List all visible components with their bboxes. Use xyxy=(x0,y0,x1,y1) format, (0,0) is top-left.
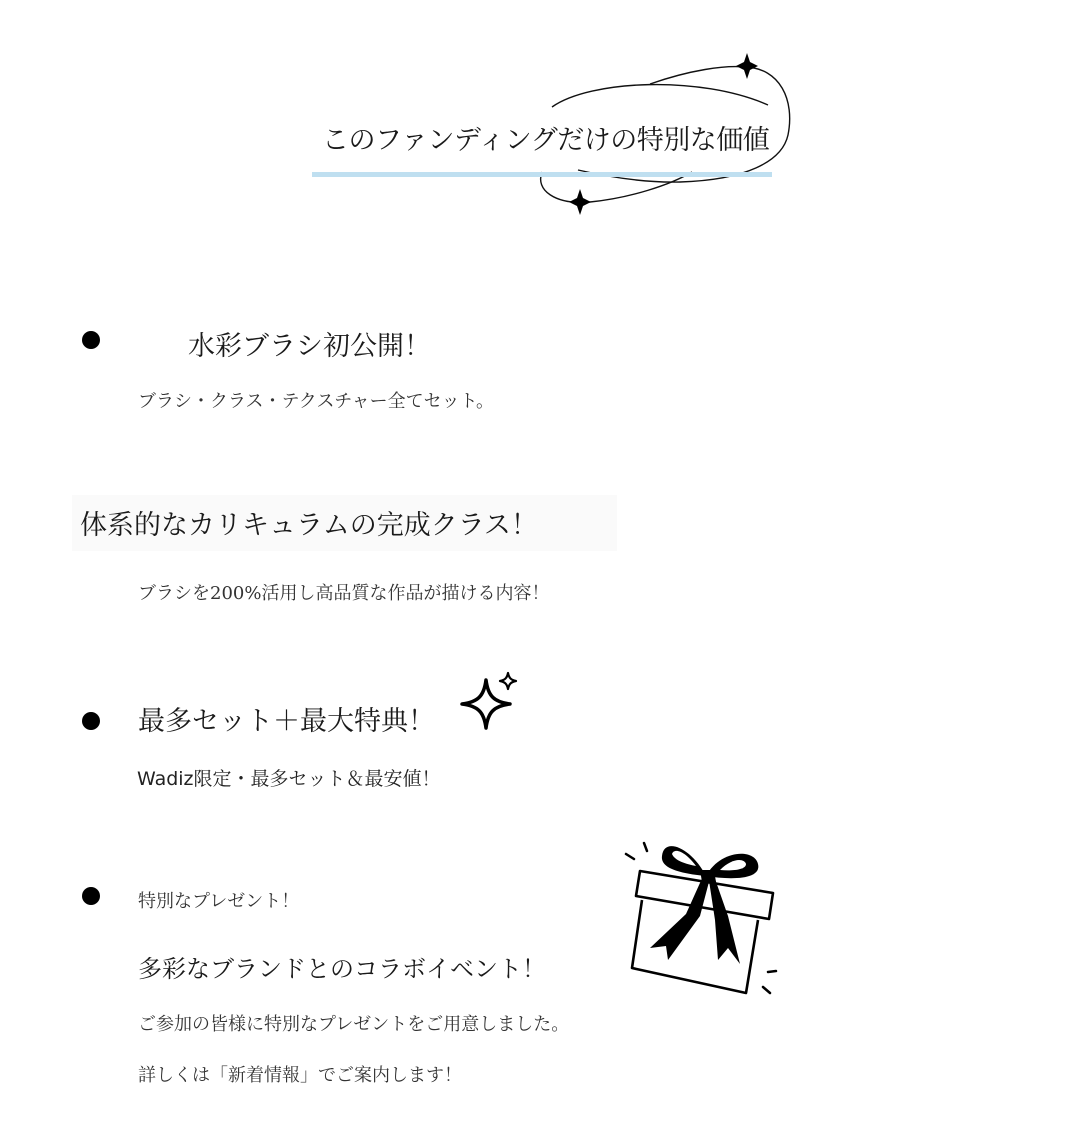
section-text: ブラシを200%活用し高品質な作品が描ける内容！ xyxy=(138,583,550,604)
gift-icon xyxy=(620,836,790,1006)
section-text: ブラシ・クラス・テクスチャー全てセット。 xyxy=(138,391,495,412)
title-underline xyxy=(312,172,772,177)
sparkle-icon xyxy=(460,670,520,732)
section-text: 詳しくは「新着情報」でご案内します！ xyxy=(138,1065,462,1086)
bullet-dot xyxy=(82,887,100,905)
section-label: 特別なプレゼント！ xyxy=(138,891,300,912)
page-title: このファンディングだけの特別な価値 xyxy=(322,125,770,156)
section-heading: 水彩ブラシ初公開！ xyxy=(188,331,431,362)
section-heading: 多彩なブランドとのコラボイベント！ xyxy=(138,955,546,983)
section-heading: 体系的なカリキュラムの完成クラス！ xyxy=(80,510,538,541)
bullet-dot xyxy=(82,712,100,730)
section-heading: 最多セット＋最大特典！ xyxy=(138,706,435,737)
bullet-dot xyxy=(82,331,100,349)
section-text: ご参加の皆様に特別なプレゼントをご用意しました。 xyxy=(138,1014,570,1035)
section-text: Wadiz限定・最多セット＆最安値！ xyxy=(137,768,441,790)
